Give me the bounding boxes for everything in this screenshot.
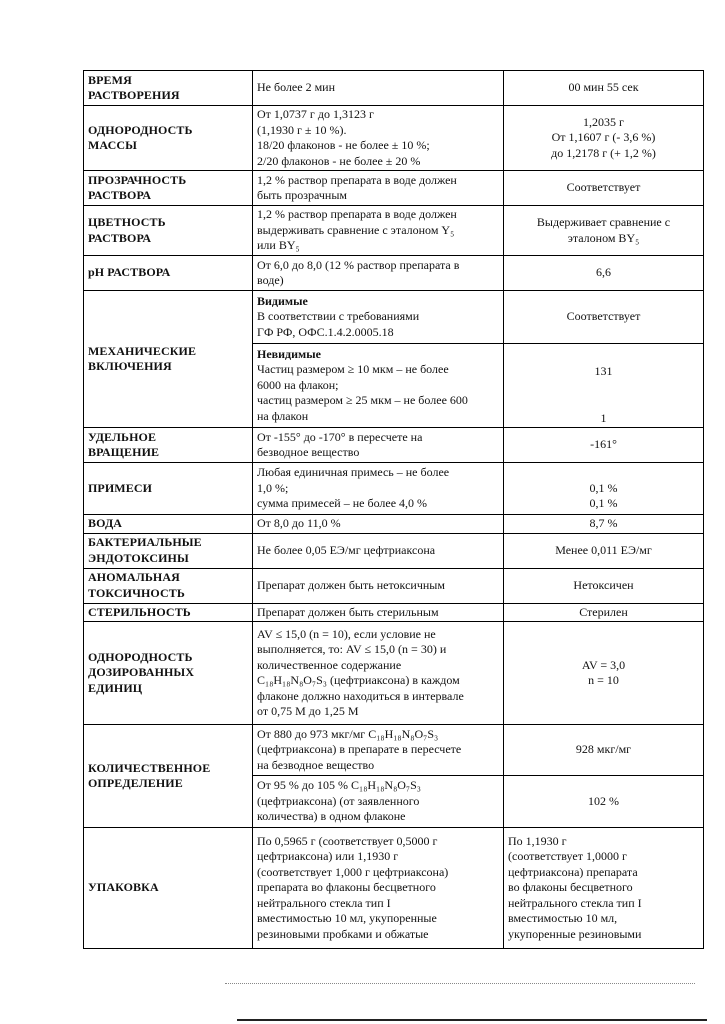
requirement-text: От 6,0 до 8,0 (12 % раствор препарата в воде) bbox=[253, 256, 504, 291]
result-value: 102 % bbox=[504, 776, 704, 828]
requirement-text: Частиц размером ≥ 10 мкм – не более 6000 на флакон; частиц размером ≥ 25 мкм – не более 600 на флакон bbox=[257, 362, 468, 423]
table-row bbox=[84, 206, 704, 256]
specification-table bbox=[83, 70, 704, 949]
table-row bbox=[84, 515, 704, 534]
result-value: Нетоксичен bbox=[504, 568, 704, 603]
table-row bbox=[84, 603, 704, 622]
table-row bbox=[84, 622, 704, 725]
requirement-text: В соответствии с требованиями ГФ РФ, ОФС.1.4.2.0005.18 bbox=[257, 309, 420, 339]
subsection-heading: Видимые bbox=[257, 293, 308, 308]
page-bottom-rule bbox=[237, 1019, 707, 1021]
requirement-text: 1,2 % раствор препарата в воде должен быть прозрачным bbox=[253, 171, 504, 206]
result-value: Соответствует bbox=[504, 171, 704, 206]
result-value: По 1,1930 г (соответствует 1,0000 г цефтриаксона) препарата во флаконы бесцветного нейтрального стекла тип I вместимостью 10 мл, укупоренные резиновыми bbox=[504, 828, 704, 949]
result-value: 1,2035 г От 1,1607 г (- 3,6 %) до 1,2178 г (+ 1,2 %) bbox=[504, 106, 704, 171]
parameter-name: УДЕЛЬНОЕ ВРАЩЕНИЕ bbox=[84, 428, 253, 463]
requirement-text: По 0,5965 г (соответствует 0,5000 г цефтриаксона) или 1,1930 г (соответствует 1,000 г цефтриаксона) препарата во флаконы бесцветного нейтрального стекла тип I вместимостью 10 мл, укупоренные резиновыми пробками и обжатые bbox=[253, 828, 504, 949]
parameter-name: БАКТЕРИАЛЬНЫЕ ЭНДОТОКСИНЫ bbox=[84, 533, 253, 568]
requirement-text: AV ≤ 15,0 (n = 10), если условие не выполняется, то: AV ≤ 15,0 (n = 30) и количественное содержание C₁₈H₁₈N₈O₇S₃ (цефтриаксона) в каждом флаконе должно находиться в интервале от 0,75 М до 1,25 М bbox=[253, 622, 504, 725]
result-value: AV = 3,0 n = 10 bbox=[504, 622, 704, 725]
parameter-name: КОЛИЧЕСТВЕННОЕ ОПРЕДЕЛЕНИЕ bbox=[84, 725, 253, 828]
table-row bbox=[84, 428, 704, 463]
result-value: 131 1 bbox=[504, 344, 704, 428]
requirement-text: Не более 2 мин bbox=[253, 71, 504, 106]
parameter-name: ОДНОРОДНОСТЬ МАССЫ bbox=[84, 106, 253, 171]
parameter-name: ВРЕМЯ РАСТВОРЕНИЯ bbox=[84, 71, 253, 106]
result-value: Соответствует bbox=[504, 291, 704, 344]
result-value: 8,7 % bbox=[504, 515, 704, 534]
parameter-name: УПАКОВКА bbox=[84, 828, 253, 949]
table-row bbox=[84, 291, 704, 344]
requirement-text: От 95 % до 105 % C₁₈H₁₈N₈O₇S₃ (цефтриаксона) (от заявленного количества) в одном флаконе bbox=[253, 776, 504, 828]
table-row bbox=[84, 533, 704, 568]
parameter-name: ЦВЕТНОСТЬ РАСТВОРА bbox=[84, 206, 253, 256]
parameter-name: ОДНОРОДНОСТЬ ДОЗИРОВАННЫХ ЕДИНИЦ bbox=[84, 622, 253, 725]
result-value: 928 мкг/мг bbox=[504, 725, 704, 776]
requirement-text: Не более 0,05 ЕЭ/мг цефтриаксона bbox=[253, 533, 504, 568]
parameter-name: АНОМАЛЬНАЯ ТОКСИЧНОСТЬ bbox=[84, 568, 253, 603]
result-value: 00 мин 55 сек bbox=[504, 71, 704, 106]
result-value: 6,6 bbox=[504, 256, 704, 291]
result-value: -161° bbox=[504, 428, 704, 463]
result-value: 0,1 % 0,1 % bbox=[504, 463, 704, 515]
parameter-name: МЕХАНИЧЕСКИЕ ВКЛЮЧЕНИЯ bbox=[84, 291, 253, 428]
parameter-name: ПРОЗРАЧНОСТЬ РАСТВОРА bbox=[84, 171, 253, 206]
requirement-text: От 1,0737 г до 1,3123 г (1,1930 г ± 10 %). 18/20 флаконов - не более ± 10 %; 2/20 флаконов - не более ± 20 % bbox=[253, 106, 504, 171]
result-value: Выдерживает сравнение с эталоном BY₅ bbox=[504, 206, 704, 256]
table-row bbox=[84, 71, 704, 106]
parameter-name: pH РАСТВОРА bbox=[84, 256, 253, 291]
table-row bbox=[84, 568, 704, 603]
subsection-heading: Невидимые bbox=[257, 346, 321, 361]
table-row bbox=[84, 463, 704, 515]
table-row bbox=[84, 106, 704, 171]
requirement-text: Препарат должен быть нетоксичным bbox=[253, 568, 504, 603]
table-row bbox=[84, 828, 704, 949]
requirement-cell bbox=[253, 344, 504, 428]
requirement-text: Любая единичная примесь – не более 1,0 %; сумма примесей – не более 4,0 % bbox=[253, 463, 504, 515]
scan-artifact-line bbox=[225, 983, 695, 984]
result-value: Стерилен bbox=[504, 603, 704, 622]
table-row bbox=[84, 256, 704, 291]
parameter-name: СТЕРИЛЬНОСТЬ bbox=[84, 603, 253, 622]
requirement-text: Препарат должен быть стерильным bbox=[253, 603, 504, 622]
parameter-name: ВОДА bbox=[84, 515, 253, 534]
table-row bbox=[84, 171, 704, 206]
requirement-cell bbox=[253, 291, 504, 344]
requirement-text: От 8,0 до 11,0 % bbox=[253, 515, 504, 534]
requirement-text: 1,2 % раствор препарата в воде должен выдерживать сравнение с эталоном Y₅ или BY₅ bbox=[253, 206, 504, 256]
requirement-text: От -155° до -170° в пересчете на безводное вещество bbox=[253, 428, 504, 463]
requirement-text: От 880 до 973 мкг/мг C₁₈H₁₈N₈O₇S₃ (цефтриаксона) в препарате в пересчете на безводное вещество bbox=[253, 725, 504, 776]
result-value: Менее 0,011 ЕЭ/мг bbox=[504, 533, 704, 568]
parameter-name: ПРИМЕСИ bbox=[84, 463, 253, 515]
table-row bbox=[84, 725, 704, 776]
